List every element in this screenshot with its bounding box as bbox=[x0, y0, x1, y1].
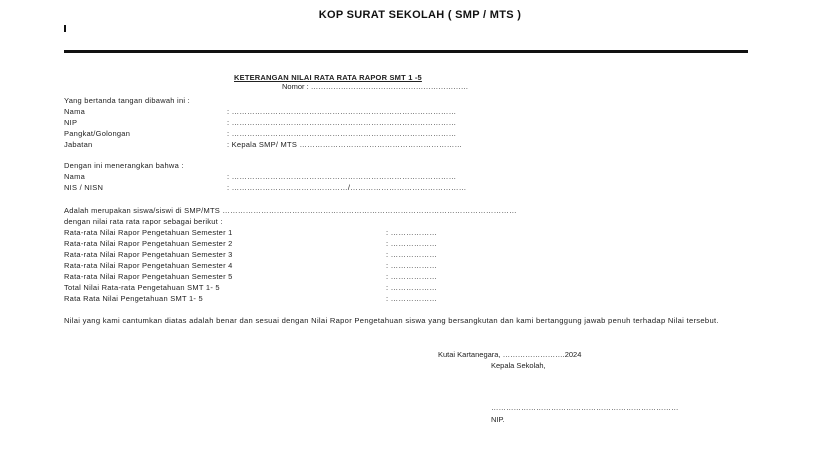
signer-nip-label: NIP bbox=[64, 118, 78, 127]
letterhead-title: KOP SURAT SEKOLAH ( SMP / MTS ) bbox=[318, 9, 522, 21]
document-title: KETERANGAN NILAI RATA RATA RAPOR SMT 1 -5 bbox=[234, 73, 422, 82]
signature-nip: NIP. bbox=[491, 415, 505, 424]
student-nis-value: : ………………………………………/……………………………………… bbox=[227, 183, 467, 192]
rating-value: : ……………… bbox=[386, 239, 438, 248]
declare-text: Dengan ini menerangkan bahwa : bbox=[64, 161, 184, 170]
student-nis-label: NIS / NISN bbox=[64, 183, 104, 192]
total-rating-label: Total Nilai Rata-rata Pengetahuan SMT 1- 5 bbox=[64, 283, 220, 292]
signer-nip-value: : …………………………………………………………………………… bbox=[227, 118, 457, 127]
rating-label: Rata-rata Nilai Rapor Pengetahuan Semester 5 bbox=[64, 272, 233, 281]
signer-position-value: : Kepala SMP/ MTS ……………………………………………………… bbox=[227, 140, 463, 149]
rating-value: : ……………… bbox=[386, 228, 438, 237]
rating-label: Rata-rata Nilai Rapor Pengetahuan Semester 1 bbox=[64, 228, 233, 237]
rating-label: Rata-rata Nilai Rapor Pengetahuan Semester 3 bbox=[64, 250, 233, 259]
place-date: Kutai Kartanegara, …………………….2024 bbox=[438, 350, 582, 359]
document-number: Nomor : ……………………………………………………… bbox=[282, 82, 469, 91]
student-name-label: Nama bbox=[64, 172, 86, 181]
total-rating-value: : ……………… bbox=[386, 283, 438, 292]
statement-paragraph: Nilai yang kami cantumkan diatas adalah benar dan sesuai dengan Nilai Rapor Pengetahuan siswa yang bersangkutan dan kami bertanggung jawab penuh terhadap Nilai tersebut. bbox=[64, 316, 719, 325]
signature-line: ………………………………………………………………… bbox=[491, 403, 679, 412]
signer-rank-value: : …………………………………………………………………………… bbox=[227, 129, 457, 138]
student-name-value: : …………………………………………………………………………… bbox=[227, 172, 457, 181]
signer-role: Kepala Sekolah, bbox=[491, 361, 546, 370]
cursor-mark bbox=[64, 25, 66, 32]
signer-name-label: Nama bbox=[64, 107, 86, 116]
signer-rank-label: Pangkat/Golongan bbox=[64, 129, 131, 138]
intro-text: Yang bertanda tangan dibawah ini : bbox=[64, 96, 190, 105]
signer-position-label: Jabatan bbox=[64, 140, 93, 149]
rating-value: : ……………… bbox=[386, 261, 438, 270]
signer-name-value: : …………………………………………………………………………… bbox=[227, 107, 457, 116]
rating-value: : ……………… bbox=[386, 250, 438, 259]
average-rating-label: Rata Rata Nilai Pengetahuan SMT 1- 5 bbox=[64, 294, 203, 303]
rating-label: Rata-rata Nilai Rapor Pengetahuan Semester 2 bbox=[64, 239, 233, 248]
average-rating-value: : ……………… bbox=[386, 294, 438, 303]
grades-intro: dengan nilai rata rata rapor sebagai berikut : bbox=[64, 217, 223, 226]
school-line: Adalah merupakan siswa/siswi di SMP/MTS …………………………………………………………………………………………………… bbox=[64, 206, 517, 215]
rating-label: Rata-rata Nilai Rapor Pengetahuan Semester 4 bbox=[64, 261, 233, 270]
letterhead-divider bbox=[64, 50, 748, 53]
rating-value: : ……………… bbox=[386, 272, 438, 281]
